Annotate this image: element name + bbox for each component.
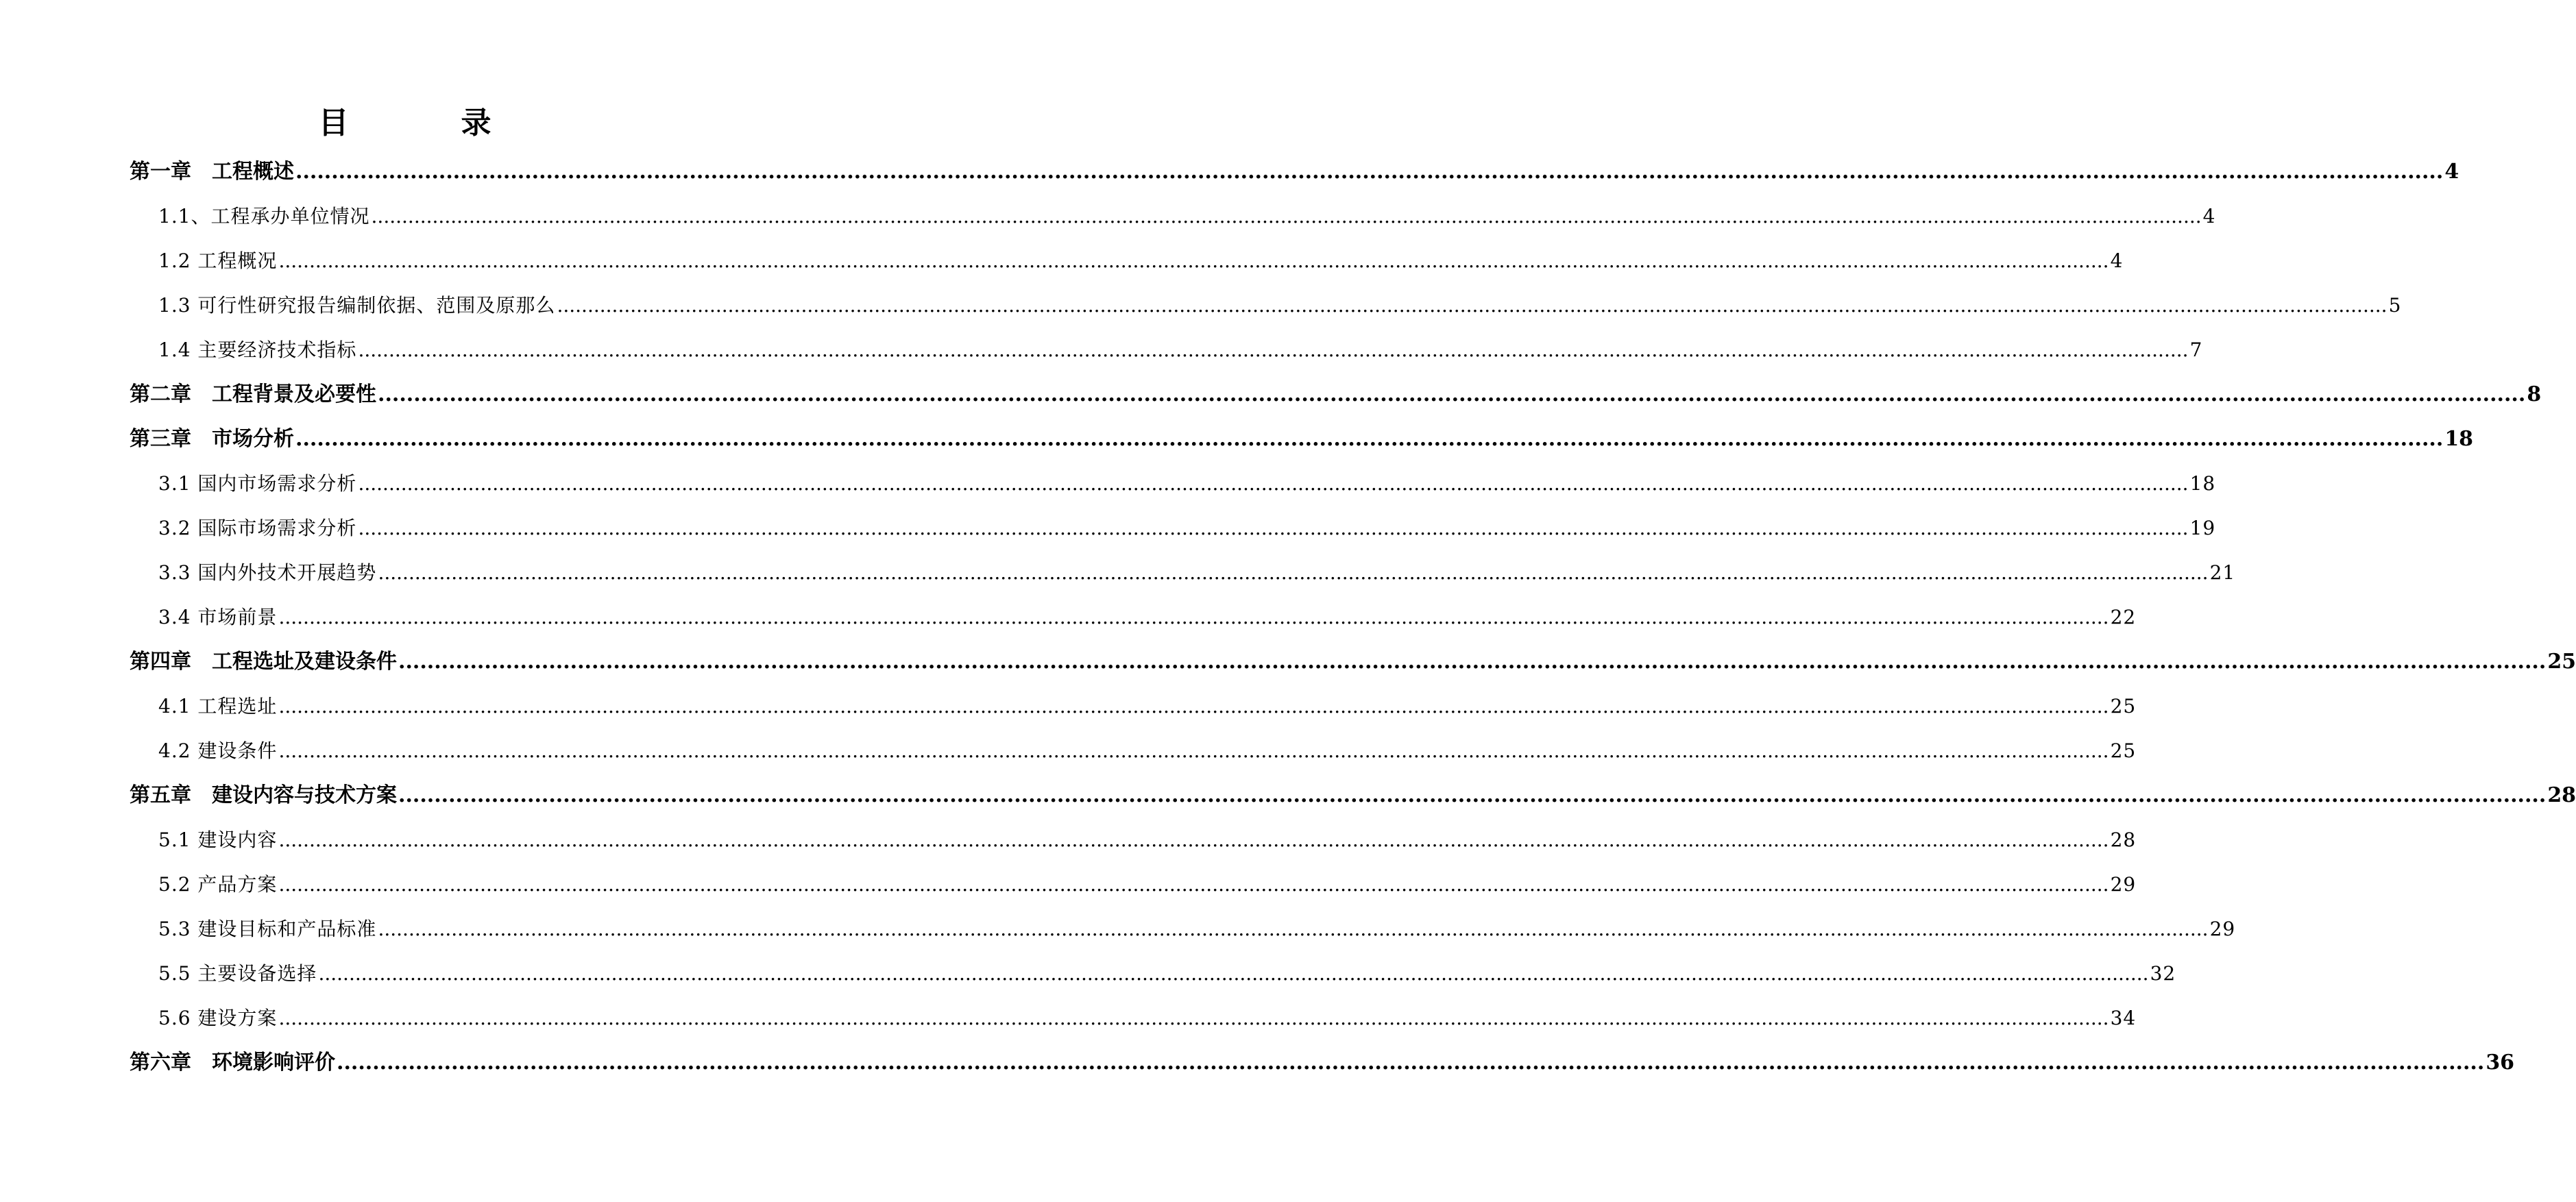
toc-entry-page: 36 bbox=[2486, 1051, 2515, 1075]
toc-leader-dots: ............................................................................................................................................................................................................................................................................................................ bbox=[358, 339, 2189, 361]
toc-entry-page: 5 bbox=[2388, 294, 2402, 317]
toc-entry[interactable] bbox=[130, 283, 2402, 328]
toc-entry-page: 8 bbox=[2527, 382, 2542, 406]
toc-leader-dots: ............................................................................................................................................................................................................................................................................................................ bbox=[378, 918, 2209, 940]
toc-entry-page: 34 bbox=[2110, 1007, 2137, 1029]
toc-entry-page: 7 bbox=[2189, 339, 2203, 361]
toc-entry[interactable] bbox=[130, 238, 2124, 283]
toc-entry[interactable] bbox=[130, 862, 2137, 907]
toc-entry-page: 25 bbox=[2110, 695, 2137, 717]
toc-entry-page: 32 bbox=[2150, 962, 2176, 985]
toc-entry-page: 4 bbox=[2202, 205, 2216, 228]
toc-entry-label: 第二章 工程背景及必要性 bbox=[130, 382, 376, 406]
toc-entry[interactable] bbox=[130, 595, 2137, 639]
toc-leader-dots: ............................................................................................................................................................................................................................................................................................................ bbox=[371, 205, 2202, 228]
toc-entry[interactable] bbox=[130, 372, 2542, 417]
toc-entry-page: 18 bbox=[2444, 427, 2474, 451]
toc-entry-label: 3.1 国内市场需求分析 bbox=[158, 472, 357, 495]
toc-entry[interactable] bbox=[130, 417, 2474, 461]
toc-entry-label: 第四章 工程选址及建设条件 bbox=[130, 650, 397, 674]
toc-leader-dots: ............................................................................................................................................................................................................................................................................................................ bbox=[358, 517, 2189, 539]
toc-leader-dots: ............................................................................................................................................................................................................................................................................................................ bbox=[398, 783, 2547, 807]
toc-entry[interactable] bbox=[130, 550, 2236, 595]
toc-entry-label: 3.3 国内外技术开展趋势 bbox=[158, 561, 377, 584]
toc-entry-label: 第一章 工程概述 bbox=[130, 160, 294, 184]
toc-leader-dots: ............................................................................................................................................................................................................................................................................................................ bbox=[337, 1051, 2485, 1075]
toc-entry-page: 29 bbox=[2110, 873, 2137, 896]
toc-leader-dots: ............................................................................................................................................................................................................................................................................................................ bbox=[278, 695, 2109, 717]
toc-leader-dots: ............................................................................................................................................................................................................................................................................................................ bbox=[295, 427, 2444, 451]
toc-entry-page: 18 bbox=[2189, 472, 2216, 495]
toc-entry-label: 1.4 主要经济技术指标 bbox=[158, 339, 357, 361]
toc-entry[interactable] bbox=[130, 818, 2137, 862]
toc-entry[interactable] bbox=[130, 639, 2576, 684]
toc-entry[interactable] bbox=[130, 149, 2459, 194]
toc-entry-page: 4 bbox=[2110, 249, 2124, 272]
toc-leader-dots: ............................................................................................................................................................................................................................................................................................................ bbox=[318, 962, 2149, 985]
toc-leader-dots: ............................................................................................................................................................................................................................................................................................................ bbox=[358, 472, 2189, 495]
toc-entry-label: 3.2 国际市场需求分析 bbox=[158, 517, 357, 539]
toc-entry-page: 19 bbox=[2189, 517, 2216, 539]
toc-entry-page: 25 bbox=[2547, 650, 2576, 674]
toc-entry[interactable] bbox=[130, 996, 2137, 1040]
toc-entry-label: 4.1 工程选址 bbox=[158, 695, 278, 717]
toc-entry-label: 第六章 环境影响评价 bbox=[130, 1051, 335, 1075]
toc-leader-dots: ............................................................................................................................................................................................................................................................................................................ bbox=[398, 650, 2547, 674]
toc-entry-label: 5.6 建设方案 bbox=[158, 1007, 278, 1029]
toc-entry-label: 3.4 市场前景 bbox=[158, 606, 278, 628]
toc-entry-label: 5.5 主要设备选择 bbox=[158, 962, 317, 985]
toc-leader-dots: ............................................................................................................................................................................................................................................................................................................ bbox=[278, 606, 2109, 628]
toc-entry-page: 4 bbox=[2444, 160, 2459, 184]
toc-entry[interactable] bbox=[130, 1040, 2515, 1085]
toc-leader-dots: ............................................................................................................................................................................................................................................................................................................ bbox=[557, 294, 2387, 317]
toc-entry-page: 22 bbox=[2110, 606, 2137, 628]
toc-entry-label: 5.1 建设内容 bbox=[158, 829, 278, 851]
toc-entry-label: 1.2 工程概况 bbox=[158, 249, 278, 272]
toc-entry-page: 29 bbox=[2209, 918, 2236, 940]
toc-leader-dots: ............................................................................................................................................................................................................................................................................................................ bbox=[378, 382, 2526, 406]
toc-entry[interactable] bbox=[130, 951, 2176, 996]
toc-entry[interactable] bbox=[130, 194, 2216, 238]
toc-leader-dots: ............................................................................................................................................................................................................................................................................................................ bbox=[278, 829, 2109, 851]
toc-entry[interactable] bbox=[130, 328, 2203, 372]
toc-entry[interactable] bbox=[130, 728, 2137, 773]
toc-entry-label: 1.3 可行性研究报告编制依据、范围及原那么 bbox=[158, 294, 556, 317]
toc-entry-page: 21 bbox=[2209, 561, 2236, 584]
toc-entry-page: 25 bbox=[2110, 739, 2137, 762]
toc-entry-label: 第五章 建设内容与技术方案 bbox=[130, 783, 397, 807]
toc-entry[interactable] bbox=[130, 461, 2216, 506]
toc-entry-label: 5.2 产品方案 bbox=[158, 873, 278, 896]
table-of-contents bbox=[130, 149, 2576, 1085]
toc-entry-page: 28 bbox=[2547, 783, 2576, 807]
toc-leader-dots: ............................................................................................................................................................................................................................................................................................................ bbox=[278, 1007, 2109, 1029]
toc-leader-dots: ............................................................................................................................................................................................................................................................................................................ bbox=[278, 739, 2109, 762]
toc-entry-page: 28 bbox=[2110, 829, 2137, 851]
toc-leader-dots: ............................................................................................................................................................................................................................................................................................................ bbox=[278, 873, 2109, 896]
toc-leader-dots: ............................................................................................................................................................................................................................................................................................................ bbox=[295, 160, 2444, 184]
toc-entry[interactable] bbox=[130, 773, 2576, 818]
page-title: 目 录 bbox=[318, 106, 533, 140]
toc-entry-label: 第三章 市场分析 bbox=[130, 427, 294, 451]
toc-entry[interactable] bbox=[130, 506, 2216, 550]
toc-entry[interactable] bbox=[130, 684, 2137, 728]
toc-entry[interactable] bbox=[130, 907, 2236, 951]
toc-leader-dots: ............................................................................................................................................................................................................................................................................................................ bbox=[278, 249, 2109, 272]
toc-entry-label: 1.1、工程承办单位情况 bbox=[158, 205, 370, 228]
toc-entry-label: 5.3 建设目标和产品标准 bbox=[158, 918, 377, 940]
toc-entry-label: 4.2 建设条件 bbox=[158, 739, 278, 762]
toc-leader-dots: ............................................................................................................................................................................................................................................................................................................ bbox=[378, 561, 2209, 584]
